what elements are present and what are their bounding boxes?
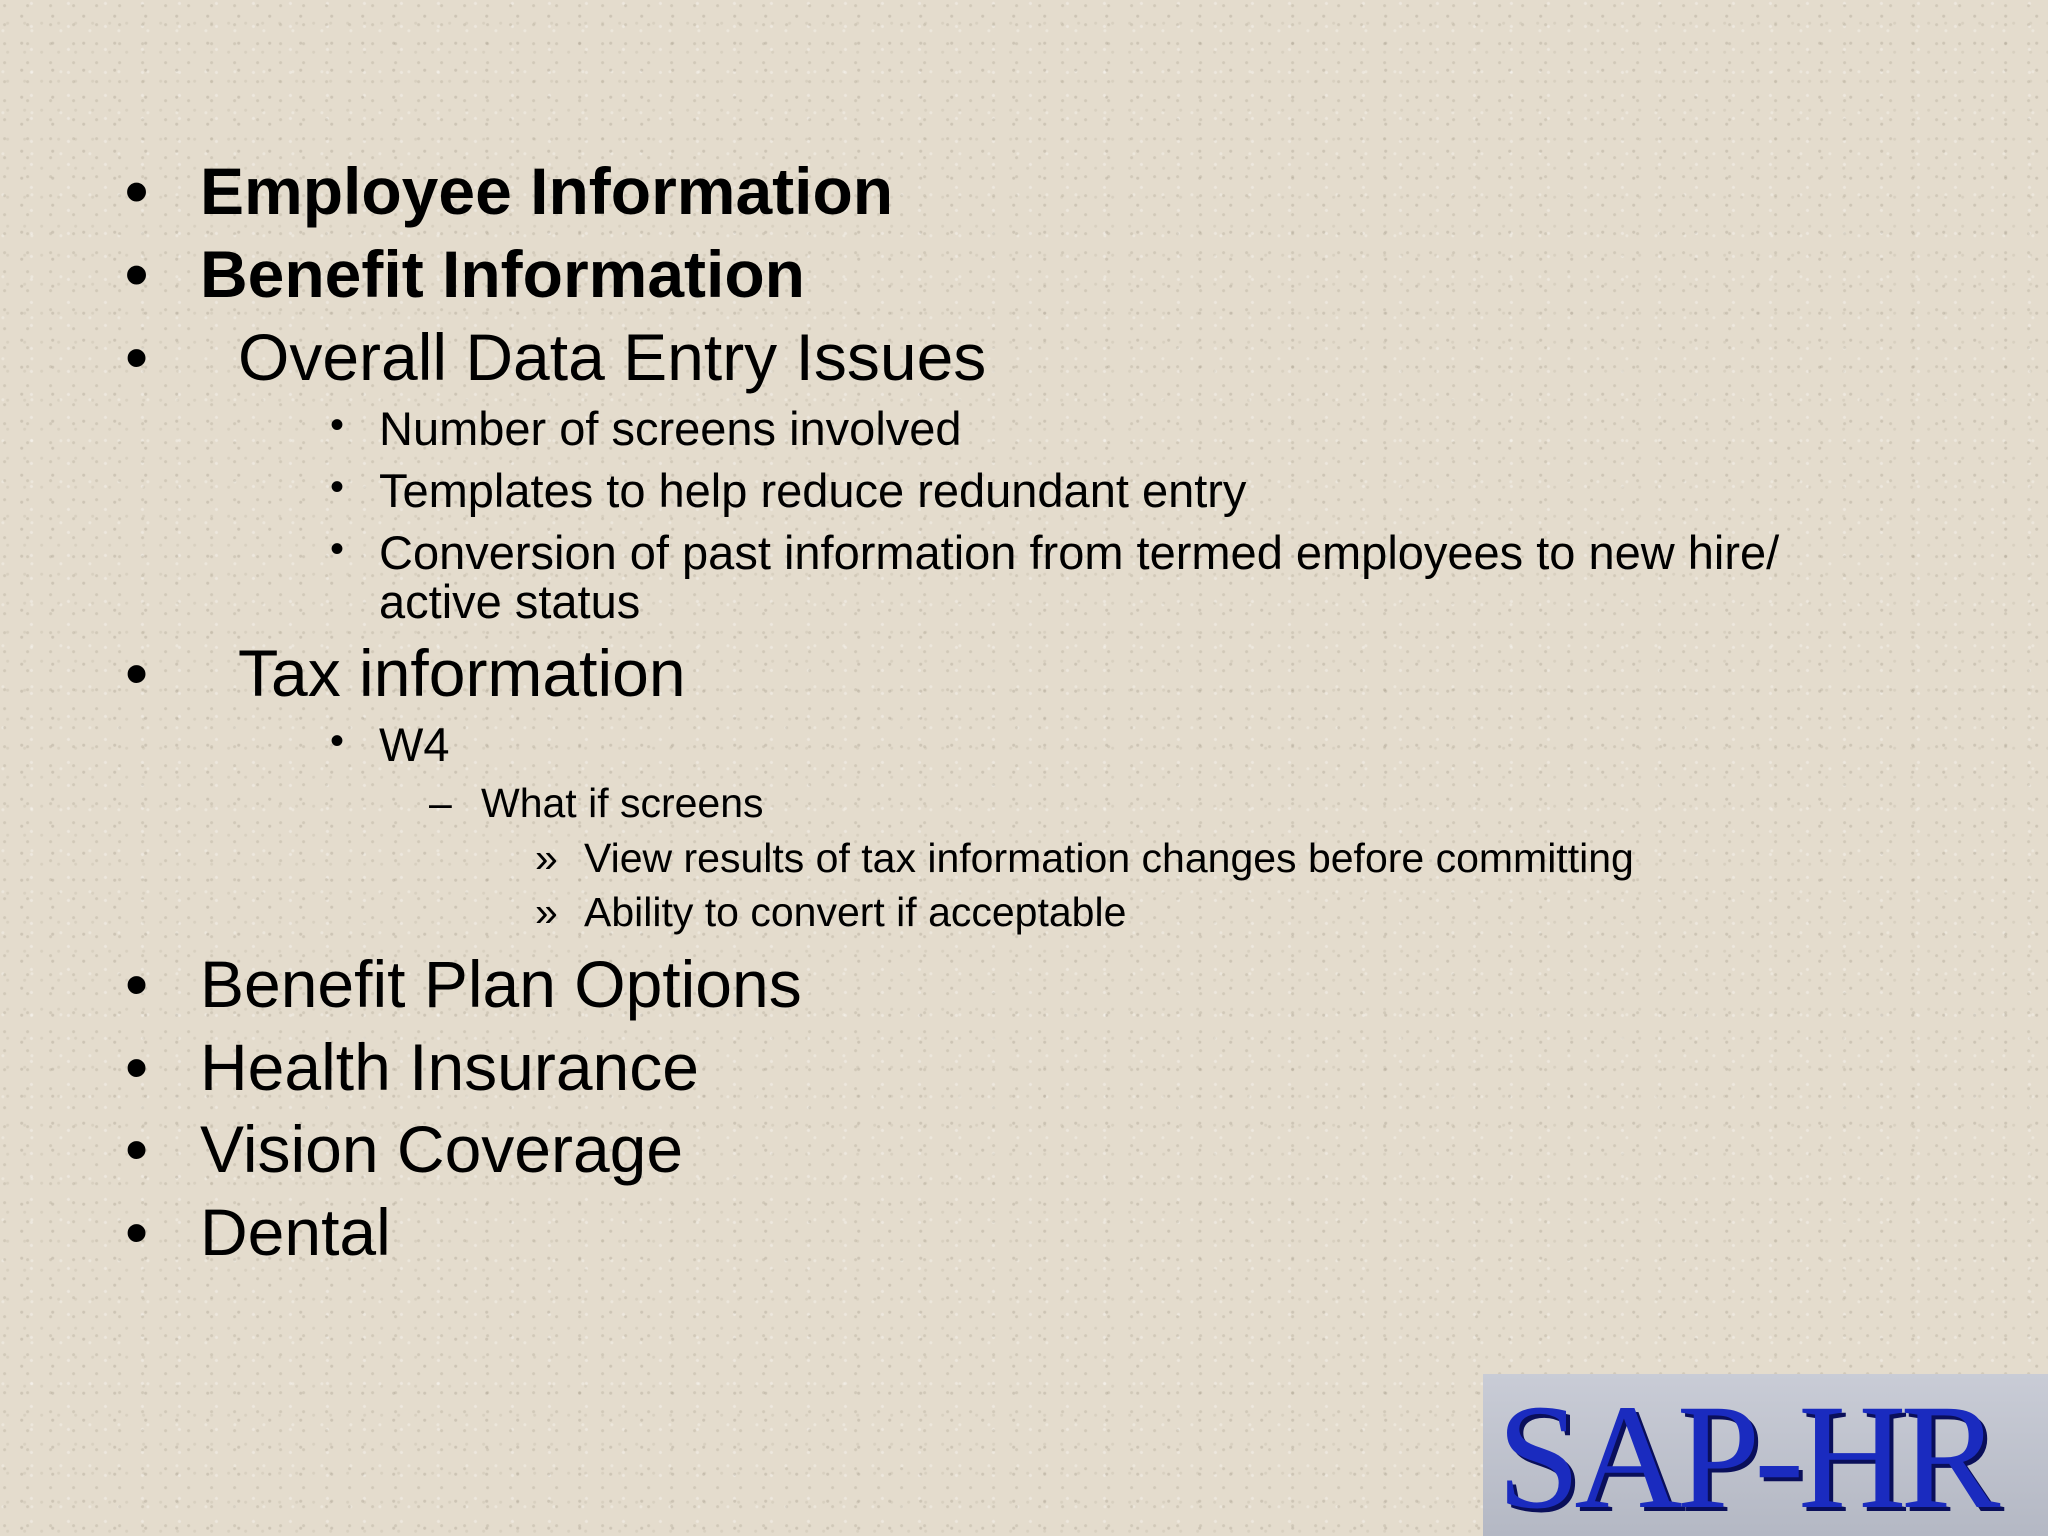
- sap-hr-logo: [1483, 1374, 2048, 1536]
- bullet-marker: •: [125, 320, 149, 394]
- chevron-marker: »: [535, 835, 558, 881]
- bullet-text: Tax information: [238, 636, 686, 710]
- bullet-marker: •: [330, 527, 345, 571]
- bullet-text: Number of screens involved: [379, 402, 962, 455]
- bullet-text: View results of tax information changes before committing: [584, 835, 1634, 881]
- bullet-text: Conversion of past information from termed employees to new hire/: [379, 526, 1780, 579]
- bullet-marker: •: [125, 1030, 149, 1104]
- bullet-text: Health Insurance: [200, 1030, 699, 1104]
- bullet-text: Overall Data Entry Issues: [238, 320, 987, 394]
- bullet-text: Benefit Plan Options: [200, 947, 802, 1021]
- bullet-marker: •: [330, 719, 345, 763]
- dash-marker: –: [429, 780, 452, 826]
- bullet-marker: •: [330, 403, 345, 447]
- bullet-text: Templates to help reduce redundant entry: [379, 464, 1247, 517]
- bullet-text: Employee Information: [200, 154, 894, 228]
- bullet-marker: •: [125, 1112, 149, 1186]
- logo-text: SAP-HR: [1497, 1374, 1995, 1536]
- bullet-text: Ability to convert if acceptable: [584, 889, 1127, 935]
- bullet-marker: •: [330, 465, 345, 509]
- bullet-marker: •: [125, 947, 149, 1021]
- bullet-text: What if screens: [481, 780, 764, 826]
- chevron-marker: »: [535, 889, 558, 935]
- bullet-text: active status: [379, 575, 641, 628]
- bullet-text: W4: [379, 718, 450, 771]
- bullet-text: Vision Coverage: [200, 1112, 684, 1186]
- bullet-marker: •: [125, 1195, 149, 1269]
- bullet-marker: •: [125, 237, 149, 311]
- bullet-marker: •: [125, 636, 149, 710]
- bullet-marker: •: [125, 154, 149, 228]
- bullet-text: Benefit Information: [200, 237, 805, 311]
- bullet-text: Dental: [200, 1195, 391, 1269]
